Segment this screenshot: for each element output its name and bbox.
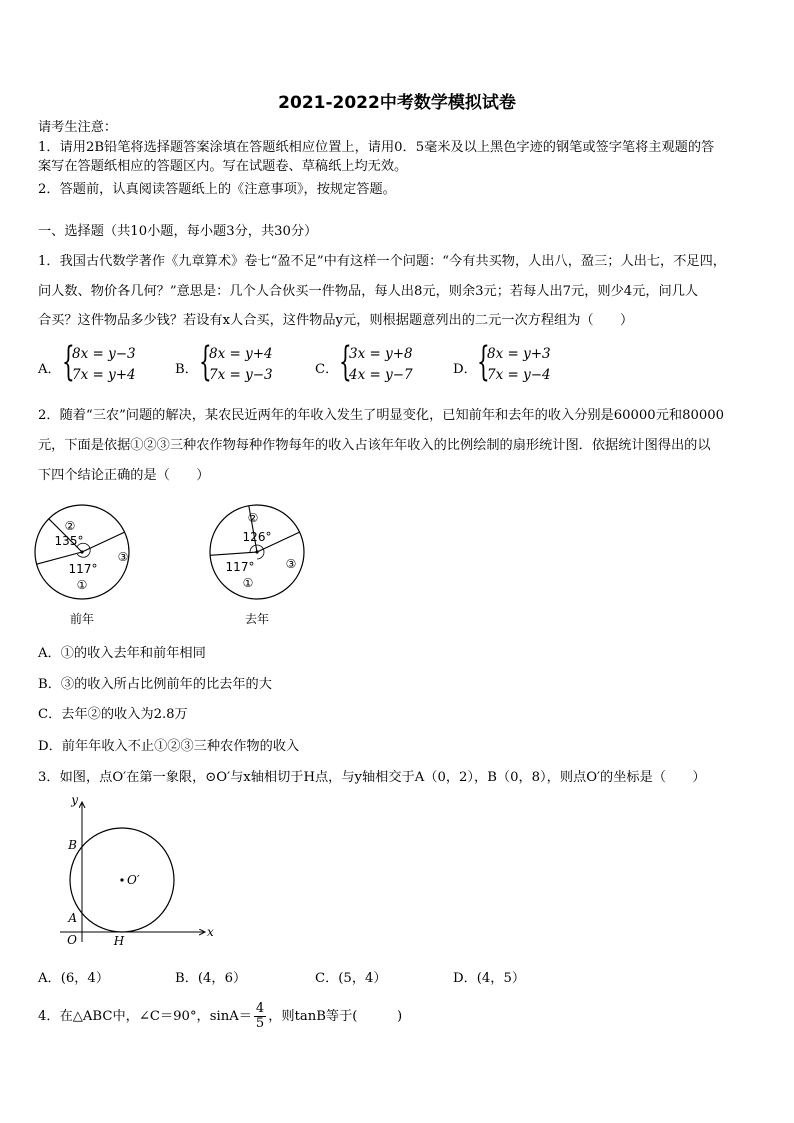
q1-option-d-system: { 8x = y+3 7x = y−4 bbox=[477, 339, 551, 385]
notice-item-1-line-1: 1．请用2B铅笔将选择题答案涂填在答题纸相应位置上，请用0．5毫米及以上黑色字迹的钢笔或签字笔将主观题的答 bbox=[38, 140, 715, 155]
q1-b-eq1: 8x = y+4 bbox=[209, 346, 273, 362]
pie-part-label: ② bbox=[247, 511, 259, 525]
q3-option-c[interactable]: C．(5，4） bbox=[315, 971, 387, 986]
origin-label: O bbox=[67, 933, 77, 947]
q3-option-d[interactable]: D．(4，5） bbox=[453, 971, 526, 986]
q4-suffix: ，则tanB等于( ) bbox=[268, 1009, 403, 1024]
pie-center bbox=[80, 550, 83, 553]
q2-option-b[interactable]: B．③的收入所占比例前年的比去年的大 bbox=[38, 677, 272, 692]
q1-line-1: 1．我国古代数学著作《九章算术》卷七“盈不足”中有这样一个问题：“今有共买物，人出八，盈三；人出七，不足四， bbox=[38, 254, 726, 269]
q3-figure bbox=[55, 792, 215, 952]
q1-d-eq1: 8x = y+3 bbox=[487, 346, 551, 362]
q1-c-eq1: 3x = y+8 bbox=[349, 346, 413, 362]
q1-c-eq2: 4x = y−7 bbox=[349, 367, 413, 383]
point-b-label: B bbox=[68, 838, 77, 852]
notice-item-1-line-2: 案写在答题纸相应的答题区内。写在试题卷、草稿纸上均无效。 bbox=[38, 159, 408, 174]
pie-radius-3 bbox=[82, 532, 125, 552]
pie-chart-previous-year bbox=[30, 500, 140, 630]
q1-option-c-system: { 3x = y+8 4x = y−7 bbox=[339, 339, 413, 385]
q4-fraction bbox=[254, 1002, 266, 1031]
q1-d-eq2: 7x = y−4 bbox=[487, 367, 551, 383]
section-heading: 一、选择题（共10小题，每小题3分，共30分） bbox=[38, 224, 318, 239]
q1-option-c-label[interactable]: C． bbox=[315, 362, 339, 377]
q1-a-eq1: 8x = y−3 bbox=[72, 346, 136, 362]
notice-heading: 请考生注意： bbox=[38, 120, 118, 135]
q2-option-c[interactable]: C．去年②的收入为2.8万 bbox=[38, 707, 188, 722]
pie-part-label: ③ bbox=[285, 557, 297, 571]
q2-line-1: 2．随着“三农”问题的解决，某农民近两年的年收入发生了明显变化，已知前年和去年的收入分别是60000元和80000 bbox=[38, 408, 725, 423]
q4-prefix: 4．在△ABC中，∠C＝90°，sinA＝ bbox=[38, 1009, 252, 1024]
q1-option-a-system: { 8x = y−3 7x = y+4 bbox=[62, 339, 136, 385]
pie-part-label: ③ bbox=[117, 550, 129, 564]
pie-part-label: ② bbox=[64, 519, 76, 533]
q4-line bbox=[38, 1002, 758, 1031]
pie-caption: 前年 bbox=[69, 612, 95, 626]
x-axis-label: x bbox=[207, 925, 214, 939]
pie-center bbox=[255, 550, 258, 553]
center-label: O′ bbox=[127, 873, 140, 887]
q1-line-3: 合买？这件物品多少钱？若设有x人合买，这件物品y元，则根据题意列出的二元一次方程组为（ ） bbox=[38, 313, 634, 328]
q2-option-d[interactable]: D．前年年收入不止①②③三种农作物的收入 bbox=[38, 739, 300, 754]
y-axis-label: y bbox=[71, 793, 78, 807]
q3-option-a[interactable]: A．(6，4） bbox=[38, 971, 110, 986]
q1-option-b-system: { 8x = y+4 7x = y−3 bbox=[199, 339, 273, 385]
angle-label: 135° bbox=[54, 534, 84, 548]
q1-option-d-label[interactable]: D． bbox=[453, 362, 477, 377]
center-point bbox=[120, 878, 123, 881]
pie-radius-2 bbox=[210, 552, 257, 555]
angle-label: 126° bbox=[242, 530, 272, 544]
point-a-label: A bbox=[68, 911, 77, 925]
pie-part-label: ① bbox=[76, 578, 88, 592]
q1-option-a-label[interactable]: A． bbox=[38, 362, 61, 377]
pie-caption: 去年 bbox=[244, 612, 270, 626]
q1-b-eq2: 7x = y−3 bbox=[209, 367, 273, 383]
q4-denominator: 5 bbox=[255, 1016, 265, 1031]
point-h-label: H bbox=[113, 934, 125, 948]
q3-line-1: 3．如图，点O′在第一象限，⊙O′与x轴相切于H点，与y轴相交于A（0，2），B（0，8），则点O′的坐标是（ ） bbox=[38, 770, 706, 785]
q1-option-b-label[interactable]: B． bbox=[175, 362, 198, 377]
angle-label: 117° bbox=[225, 560, 255, 574]
q1-line-2: 问人数、物价各几何？”意思是：几个人合伙买一件物品，每人出8元，则余3元；若每人出7元，则少4元，问几人 bbox=[38, 284, 699, 299]
angle-label: 117° bbox=[68, 562, 98, 576]
q2-line-3: 下四个结论正确的是（ ） bbox=[38, 468, 210, 483]
q2-line-2: 元，下面是依据①②③三种农作物每种作物每年的收入占该年年收入的比例绘制的扇形统计图．依据统计图得出的以 bbox=[38, 438, 711, 453]
q2-option-a[interactable]: A．①的收入去年和前年相同 bbox=[38, 646, 206, 661]
q1-a-eq2: 7x = y+4 bbox=[72, 367, 136, 383]
pie-chart-last-year bbox=[205, 500, 315, 630]
notice-item-2: 2．答题前，认真阅读答题纸上的《注意事项》，按规定答题。 bbox=[38, 182, 396, 197]
page-title: 2021-2022中考数学模拟试卷 bbox=[278, 93, 516, 113]
q4-numerator: 4 bbox=[255, 1001, 265, 1016]
q3-option-b[interactable]: B．(4，6） bbox=[175, 971, 247, 986]
pie-part-label: ① bbox=[242, 576, 254, 590]
